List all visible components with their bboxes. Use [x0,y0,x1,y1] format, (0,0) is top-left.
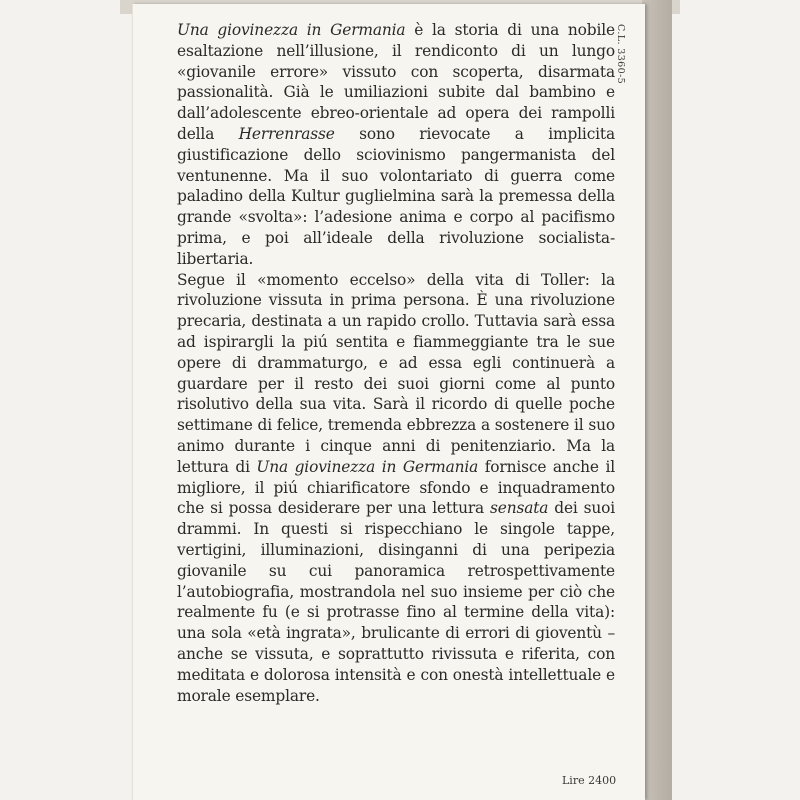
italic-title-run: Herrenrasse [238,124,335,143]
price-label: Lire 2400 [562,774,617,787]
back-cover-blurb [177,20,615,706]
text-run: sono rievocate a implicita giustificazione dello sciovinismo pangermanista del ventunenne. Ma il suo volontariato di guerra come paladino della Kultur guglielmina sarà la premessa della grande «svolta»: l’adesione anima e corpo al pacifismo prima, e poi all’ideale della rivoluzione socialista-libertaria. [177,124,615,268]
text-run: Segue il «momento eccelso» della vita di Toller: la rivoluzione vissuta in prima persona. È una rivoluzione precaria, destinata a un rapido crollo. Tuttavia sarà essa ad ispirargli la piú sentita e fiammeggiante tra le sue opere di drammaturgo, e ad essa egli continuerà a guardare per il resto dei suoi giorni come al punto risolutivo della sua vita. Sarà il ricordo di quelle poche settimane di felice, tremenda ebbrezza a sostenere il suo animo durante i cinque anni di penitenziario. Ma la lettura di [177,270,615,476]
catalog-code: C.L. 3360-5 [615,24,626,85]
backing-board-edge [642,0,672,800]
text-run: dei suoi drammi. In questi si rispecchiano le singole tappe, vertigini, illuminazioni, disinganni di una peripezia giovanile su cui panoramica retrospettivamente l’autobiografia, mostrandola nel suo insieme per ciò che realmente fu (e si protrasse fino al termine della vita): una sola «età ingrata», brulicante di errori di gioventù – anche se vissuta, e soprattutto rivissuta e riferita, con meditata e dolorosa intensità e con onestà intellettuale e morale esemplare. [177,499,615,705]
text-run: è la storia di una nobile esaltazione nell’illusione, il rendiconto di un lungo «giovanile errore» vissuto con scoperta, disarmata passionalità. Già le umiliazioni subite dal bambino e dall’adolescente ebreo-orientale ad opera dei rampolli della [177,21,615,143]
italic-title-run: Una giovinezza in Germania [177,21,406,39]
italic-title-run: Una giovinezza in Germania [256,457,479,476]
italic-title-run: sensata [490,499,549,518]
text-run: fornisce anche il migliore, il piú chiarificatore sfondo e inquadramento che si possa desiderare per una lettura [177,457,615,518]
blurb-paragraph [177,270,615,707]
blurb-paragraph [177,20,615,270]
